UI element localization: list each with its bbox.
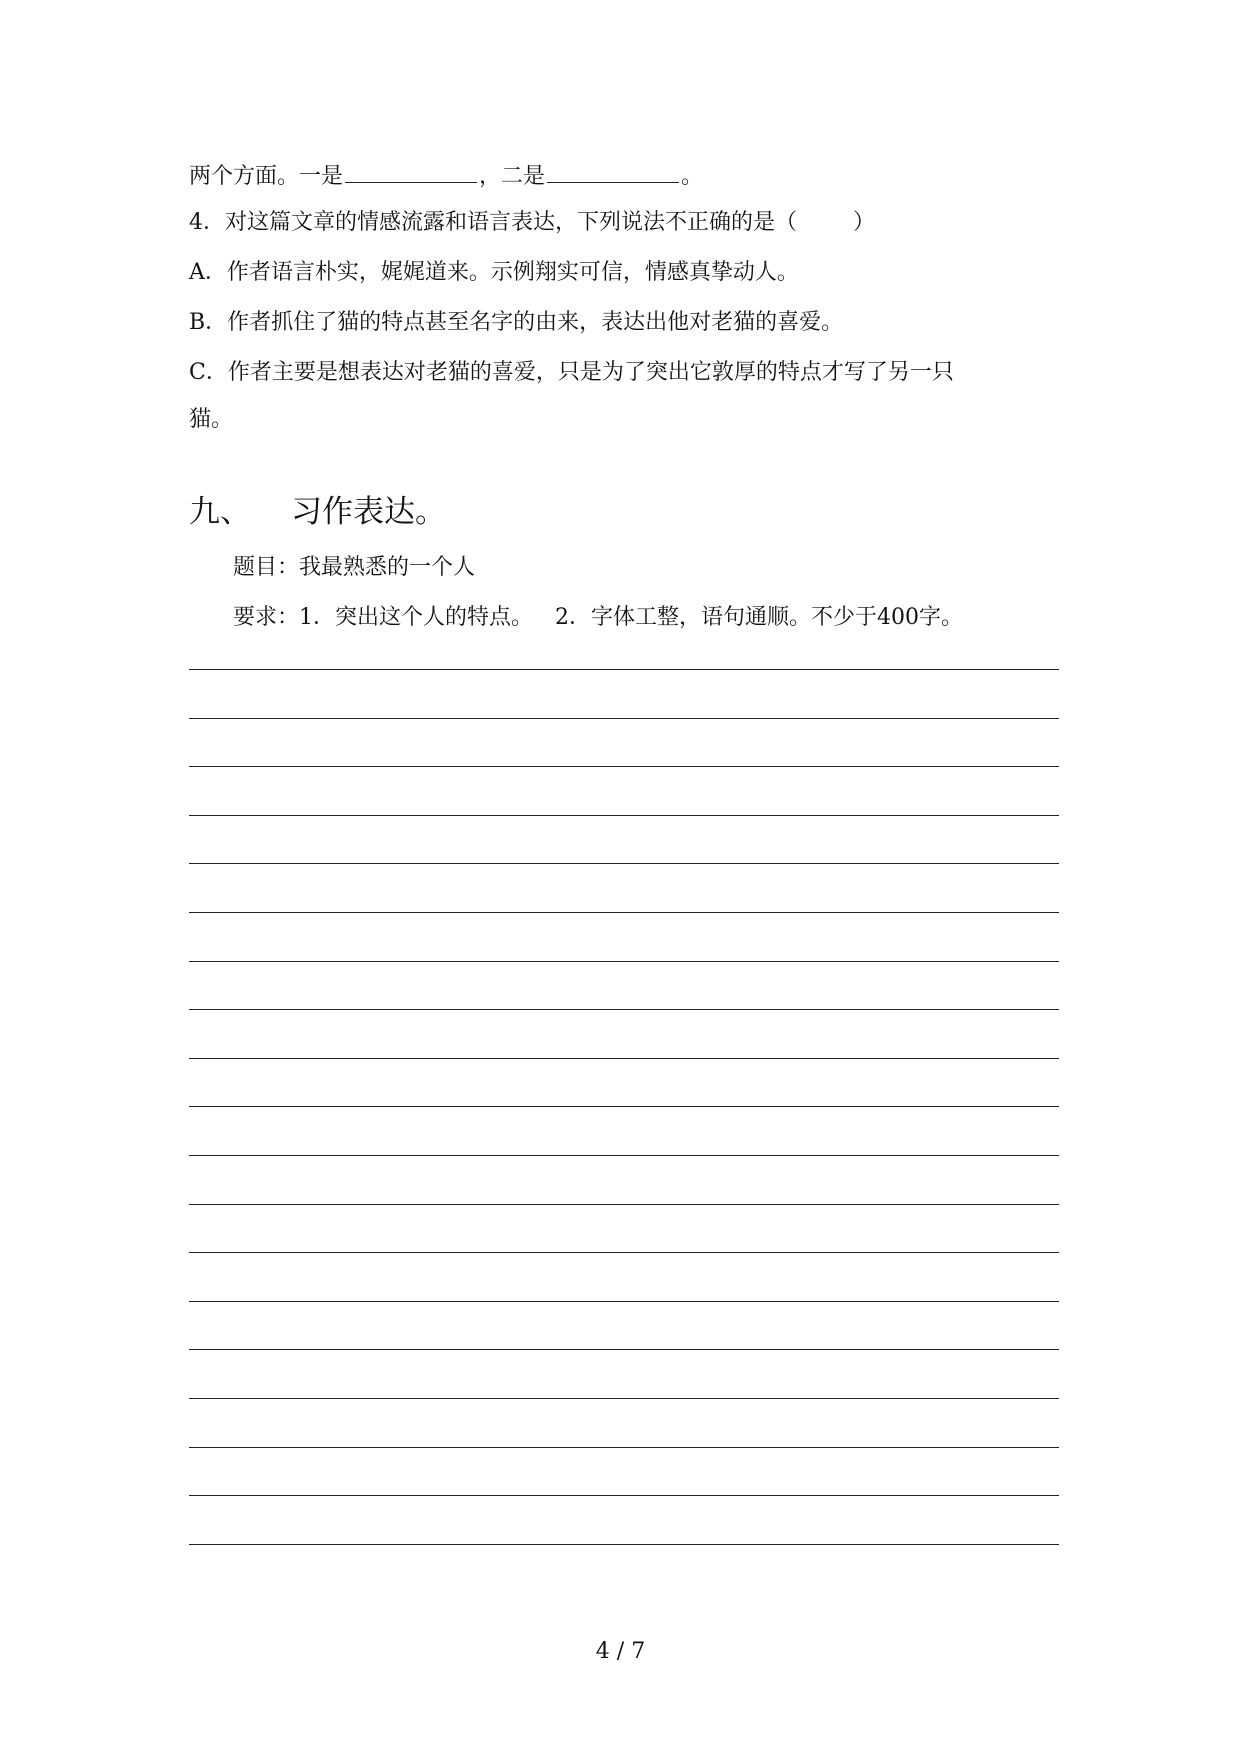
q4-option-c [189, 358, 954, 388]
q3-blank-2[interactable] [547, 160, 679, 183]
writing-line[interactable] [189, 1398, 1059, 1399]
q3-continuation-line [189, 160, 703, 192]
writing-line[interactable] [189, 1495, 1059, 1496]
writing-line[interactable] [189, 815, 1059, 816]
q3-prefix: 两个方面。一是 [189, 164, 344, 189]
writing-line[interactable] [189, 1058, 1059, 1059]
q4-stem-text: 对这篇文章的情感流露和语言表达，下列说法不正确的是（ [225, 210, 798, 235]
option-text: 作者语言朴实，娓娓道来。示例翔实可信，情感真挚动人。 [226, 260, 799, 285]
option-text: 作者主要是想表达对老猫的喜爱，只是为了突出它敦厚的特点才写了另一只 [227, 360, 954, 385]
page-number: 4 / 7 [595, 1639, 646, 1664]
writing-line[interactable] [189, 1204, 1059, 1205]
writing-line[interactable] [189, 766, 1059, 767]
option-text-continuation: 猫。 [189, 407, 234, 432]
q3-suffix: 。 [681, 164, 704, 189]
q4-stem-close: ） [853, 210, 876, 235]
section-9-heading [189, 492, 446, 532]
section-title: 习作表达。 [291, 494, 446, 530]
writing-line[interactable] [189, 961, 1059, 962]
writing-line[interactable] [189, 1106, 1059, 1107]
option-text: 作者抓住了猫的特点甚至名字的由来，表达出他对老猫的喜爱。 [227, 310, 844, 335]
q3-blank-1[interactable] [345, 160, 477, 183]
writing-line[interactable] [189, 863, 1059, 864]
writing-line[interactable] [189, 1301, 1059, 1302]
req-label: 要求： [233, 605, 300, 630]
q4-stem [189, 208, 875, 238]
q4-option-b [189, 308, 843, 338]
writing-line[interactable] [189, 1447, 1059, 1448]
writing-line[interactable] [189, 1252, 1059, 1253]
essay-topic [233, 553, 475, 583]
writing-line[interactable] [189, 1544, 1059, 1545]
option-label: B． [189, 310, 228, 335]
writing-line[interactable] [189, 1155, 1059, 1156]
writing-line[interactable] [189, 718, 1059, 719]
q3-middle: ，二是 [479, 164, 546, 189]
writing-line[interactable] [189, 912, 1059, 913]
option-label: C． [189, 360, 228, 385]
q4-option-a [189, 258, 799, 288]
writing-line[interactable] [189, 1349, 1059, 1350]
req-1: 1．突出这个人的特点。 [299, 605, 534, 630]
essay-requirements [233, 603, 963, 633]
req-2: 2．字体工整，语句通顺。不少于400字。 [555, 605, 964, 630]
topic-label: 题目： [233, 555, 300, 580]
writing-line[interactable] [189, 669, 1059, 670]
writing-line[interactable] [189, 1009, 1059, 1010]
section-number: 九、 [189, 494, 251, 530]
option-label: A． [189, 260, 227, 285]
q4-option-c-continuation [189, 405, 233, 435]
topic-text: 我最熟悉的一个人 [299, 555, 476, 580]
q4-number: 4． [189, 210, 225, 235]
